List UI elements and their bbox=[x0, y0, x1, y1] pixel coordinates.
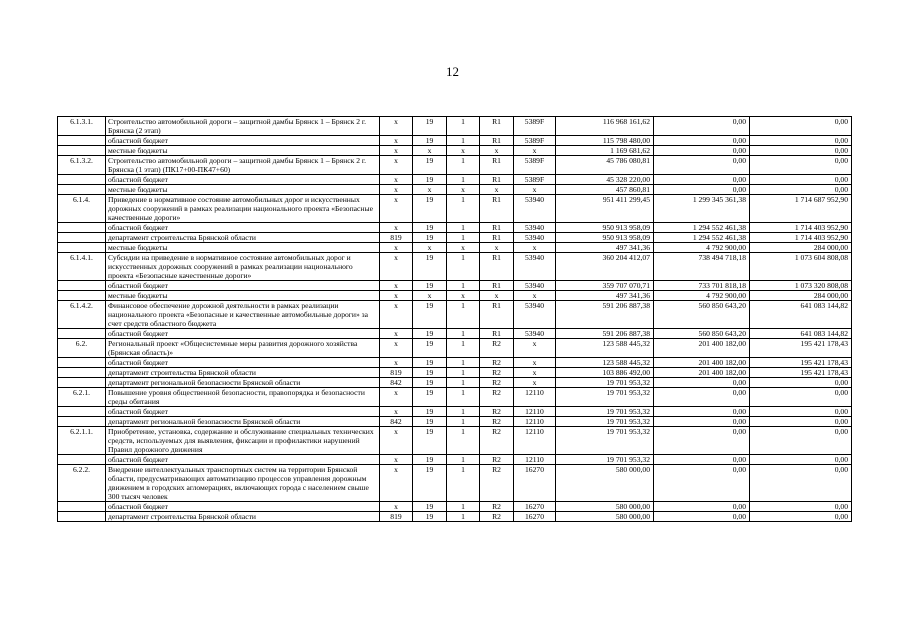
row-direction: x bbox=[514, 291, 556, 301]
row-code bbox=[58, 175, 106, 185]
row-grbs: x bbox=[380, 136, 413, 146]
row-value-year3: 0,00 bbox=[750, 407, 852, 417]
row-value-year2: 4 792 900,00 bbox=[654, 243, 750, 253]
row-subprogram: 1 bbox=[447, 417, 480, 427]
row-code bbox=[58, 233, 106, 243]
row-grbs: x bbox=[380, 388, 413, 407]
row-value-year3: 0,00 bbox=[750, 175, 852, 185]
row-program: x bbox=[413, 243, 447, 253]
row-value-year3: 195 421 178,43 bbox=[750, 339, 852, 358]
row-project: x bbox=[480, 243, 514, 253]
row-value-year2: 0,00 bbox=[654, 378, 750, 388]
row-direction: 16270 bbox=[514, 502, 556, 512]
row-project: R1 bbox=[480, 223, 514, 233]
row-name: областной бюджет bbox=[106, 329, 380, 339]
row-grbs: x bbox=[380, 146, 413, 156]
row-value-year2: 0,00 bbox=[654, 465, 750, 502]
row-project: R1 bbox=[480, 253, 514, 281]
row-direction: 12110 bbox=[514, 427, 556, 455]
row-name: областной бюджет bbox=[106, 175, 380, 185]
row-value-year3: 0,00 bbox=[750, 185, 852, 195]
table-row bbox=[58, 281, 852, 291]
table-row bbox=[58, 368, 852, 378]
row-subprogram: 1 bbox=[447, 301, 480, 329]
row-direction: 53940 bbox=[514, 195, 556, 223]
row-direction: x bbox=[514, 358, 556, 368]
row-value-year2: 0,00 bbox=[654, 136, 750, 146]
row-name: департамент строительства Брянской области bbox=[106, 512, 380, 522]
row-value-year2: 0,00 bbox=[654, 512, 750, 522]
row-subprogram: 1 bbox=[447, 195, 480, 223]
row-subprogram: 1 bbox=[447, 512, 480, 522]
row-program: 19 bbox=[413, 455, 447, 465]
row-program: 19 bbox=[413, 223, 447, 233]
row-program: 19 bbox=[413, 378, 447, 388]
row-project: R1 bbox=[480, 117, 514, 136]
row-direction: 12110 bbox=[514, 407, 556, 417]
row-name: департамент строительства Брянской области bbox=[106, 368, 380, 378]
row-project: R2 bbox=[480, 339, 514, 358]
row-value-year2: 738 494 718,18 bbox=[654, 253, 750, 281]
row-program: 19 bbox=[413, 388, 447, 407]
row-code bbox=[58, 146, 106, 156]
table-row bbox=[58, 388, 852, 407]
row-project: R2 bbox=[480, 427, 514, 455]
row-program: 19 bbox=[413, 339, 447, 358]
row-direction: 53940 bbox=[514, 329, 556, 339]
table-row bbox=[58, 358, 852, 368]
row-value-year2: 201 400 182,00 bbox=[654, 368, 750, 378]
row-program: 19 bbox=[413, 407, 447, 417]
row-name: местные бюджеты bbox=[106, 185, 380, 195]
row-value-year3: 0,00 bbox=[750, 117, 852, 136]
row-direction: x bbox=[514, 146, 556, 156]
row-direction: 12110 bbox=[514, 388, 556, 407]
row-value-year2: 560 850 643,20 bbox=[654, 329, 750, 339]
row-code bbox=[58, 223, 106, 233]
row-code bbox=[58, 417, 106, 427]
row-subprogram: 1 bbox=[447, 388, 480, 407]
row-value-year3: 284 000,00 bbox=[750, 291, 852, 301]
row-name: Субсидии на приведение в нормативное состояние автомобильных дорог и искусственных дорожных сооружений в рамках реализации национального проекта «Безопасные качественные дороги» bbox=[106, 253, 380, 281]
row-code bbox=[58, 368, 106, 378]
table-row bbox=[58, 233, 852, 243]
row-code bbox=[58, 455, 106, 465]
row-subprogram: 1 bbox=[447, 407, 480, 417]
row-name: департамент региональной безопасности Брянской области bbox=[106, 378, 380, 388]
row-value-year3: 284 000,00 bbox=[750, 243, 852, 253]
row-program: 19 bbox=[413, 233, 447, 243]
row-program: 19 bbox=[413, 465, 447, 502]
row-value-year3: 195 421 178,43 bbox=[750, 358, 852, 368]
row-grbs: x bbox=[380, 339, 413, 358]
row-value-year2: 0,00 bbox=[654, 175, 750, 185]
row-subprogram: 1 bbox=[447, 378, 480, 388]
row-program: 19 bbox=[413, 368, 447, 378]
row-subprogram: 1 bbox=[447, 281, 480, 291]
row-subprogram: 1 bbox=[447, 329, 480, 339]
row-value-year2: 0,00 bbox=[654, 407, 750, 417]
row-code: 6.1.4. bbox=[58, 195, 106, 223]
row-project: R1 bbox=[480, 136, 514, 146]
row-direction: 5389F bbox=[514, 175, 556, 185]
row-name: департамент региональной безопасности Брянской области bbox=[106, 417, 380, 427]
row-value-year1: 19 701 953,32 bbox=[556, 388, 654, 407]
row-code bbox=[58, 512, 106, 522]
row-code: 6.2. bbox=[58, 339, 106, 358]
row-name: Финансовое обеспечение дорожной деятельности в рамках реализации национального проекта «Безопасные и качественные автомобильные дороги» за счет средств областного бюджета bbox=[106, 301, 380, 329]
row-program: 19 bbox=[413, 329, 447, 339]
row-code: 6.1.4.2. bbox=[58, 301, 106, 329]
row-value-year1: 359 707 070,71 bbox=[556, 281, 654, 291]
row-value-year3: 0,00 bbox=[750, 378, 852, 388]
row-value-year1: 591 206 887,38 bbox=[556, 329, 654, 339]
row-project: R2 bbox=[480, 455, 514, 465]
row-program: 19 bbox=[413, 358, 447, 368]
table-row bbox=[58, 291, 852, 301]
row-name: Приведение в нормативное состояние автомобильных дорог и искусственных дорожных сооружений в рамках реализации национального проекта «Безопасные качественные дороги» bbox=[106, 195, 380, 223]
row-direction: x bbox=[514, 378, 556, 388]
row-grbs: 842 bbox=[380, 417, 413, 427]
row-program: 19 bbox=[413, 512, 447, 522]
row-subprogram: 1 bbox=[447, 502, 480, 512]
row-name: департамент строительства Брянской области bbox=[106, 233, 380, 243]
row-direction: 16270 bbox=[514, 465, 556, 502]
row-subprogram: x bbox=[447, 243, 480, 253]
row-subprogram: 1 bbox=[447, 455, 480, 465]
row-value-year1: 360 204 412,07 bbox=[556, 253, 654, 281]
row-code bbox=[58, 378, 106, 388]
table-row bbox=[58, 465, 852, 502]
row-value-year1: 123 588 445,32 bbox=[556, 358, 654, 368]
row-project: R1 bbox=[480, 329, 514, 339]
row-grbs: x bbox=[380, 329, 413, 339]
row-grbs: x bbox=[380, 281, 413, 291]
row-value-year3: 1 073 604 808,08 bbox=[750, 253, 852, 281]
row-value-year1: 45 786 080,81 bbox=[556, 156, 654, 175]
row-subprogram: x bbox=[447, 291, 480, 301]
row-grbs: x bbox=[380, 455, 413, 465]
row-name: областной бюджет bbox=[106, 455, 380, 465]
row-value-year3: 1 714 403 952,90 bbox=[750, 223, 852, 233]
row-project: R2 bbox=[480, 417, 514, 427]
row-direction: 53940 bbox=[514, 301, 556, 329]
row-project: R1 bbox=[480, 175, 514, 185]
table-row bbox=[58, 253, 852, 281]
row-direction: 12110 bbox=[514, 455, 556, 465]
row-program: 19 bbox=[413, 417, 447, 427]
row-project: R2 bbox=[480, 358, 514, 368]
row-project: R2 bbox=[480, 407, 514, 417]
row-value-year1: 580 000,00 bbox=[556, 512, 654, 522]
row-value-year3: 0,00 bbox=[750, 156, 852, 175]
row-value-year2: 0,00 bbox=[654, 146, 750, 156]
row-value-year3: 0,00 bbox=[750, 455, 852, 465]
row-project: x bbox=[480, 291, 514, 301]
row-value-year1: 19 701 953,32 bbox=[556, 455, 654, 465]
row-project: x bbox=[480, 146, 514, 156]
row-name: местные бюджеты bbox=[106, 291, 380, 301]
row-direction: 12110 bbox=[514, 417, 556, 427]
row-project: R2 bbox=[480, 502, 514, 512]
row-grbs: 819 bbox=[380, 368, 413, 378]
row-code: 6.1.3.1. bbox=[58, 117, 106, 136]
row-grbs: x bbox=[380, 358, 413, 368]
table-row bbox=[58, 185, 852, 195]
row-subprogram: x bbox=[447, 185, 480, 195]
row-value-year3: 1 073 320 808,08 bbox=[750, 281, 852, 291]
row-code bbox=[58, 281, 106, 291]
row-grbs: 819 bbox=[380, 233, 413, 243]
row-program: x bbox=[413, 291, 447, 301]
table-row bbox=[58, 427, 852, 455]
row-value-year2: 1 299 345 361,38 bbox=[654, 195, 750, 223]
table-row bbox=[58, 301, 852, 329]
row-grbs: 842 bbox=[380, 378, 413, 388]
row-direction: 53940 bbox=[514, 233, 556, 243]
row-grbs: x bbox=[380, 301, 413, 329]
row-program: 19 bbox=[413, 156, 447, 175]
row-value-year2: 0,00 bbox=[654, 502, 750, 512]
row-value-year1: 950 913 958,09 bbox=[556, 233, 654, 243]
row-subprogram: 1 bbox=[447, 427, 480, 455]
row-value-year1: 19 701 953,32 bbox=[556, 378, 654, 388]
row-grbs: x bbox=[380, 243, 413, 253]
row-grbs: x bbox=[380, 175, 413, 185]
row-value-year2: 0,00 bbox=[654, 156, 750, 175]
row-name: областной бюджет bbox=[106, 502, 380, 512]
row-program: 19 bbox=[413, 427, 447, 455]
row-subprogram: x bbox=[447, 146, 480, 156]
row-code bbox=[58, 243, 106, 253]
table-row bbox=[58, 407, 852, 417]
row-direction: x bbox=[514, 185, 556, 195]
row-value-year1: 103 886 492,00 bbox=[556, 368, 654, 378]
row-value-year1: 19 701 953,32 bbox=[556, 407, 654, 417]
row-name: местные бюджеты bbox=[106, 243, 380, 253]
row-value-year3: 0,00 bbox=[750, 388, 852, 407]
table-row bbox=[58, 378, 852, 388]
row-code bbox=[58, 329, 106, 339]
row-grbs: x bbox=[380, 427, 413, 455]
row-name: Повышение уровня общественной безопасности, правопорядка и безопасности среды обитания bbox=[106, 388, 380, 407]
row-name: областной бюджет bbox=[106, 223, 380, 233]
row-subprogram: 1 bbox=[447, 368, 480, 378]
row-direction: 5389F bbox=[514, 136, 556, 146]
row-grbs: x bbox=[380, 223, 413, 233]
row-name: Строительство автомобильной дороги – защитной дамбы Брянск 1 – Брянск 2 г. Брянска (1 этап) (ПК17+00-ПК47+60) bbox=[106, 156, 380, 175]
row-value-year1: 497 341,36 bbox=[556, 243, 654, 253]
table-row bbox=[58, 417, 852, 427]
row-project: R1 bbox=[480, 156, 514, 175]
row-code bbox=[58, 185, 106, 195]
row-project: R1 bbox=[480, 301, 514, 329]
row-value-year1: 19 701 953,32 bbox=[556, 417, 654, 427]
row-value-year2: 0,00 bbox=[654, 427, 750, 455]
row-code: 6.1.4.1. bbox=[58, 253, 106, 281]
row-code bbox=[58, 358, 106, 368]
row-value-year2: 733 701 818,18 bbox=[654, 281, 750, 291]
row-subprogram: 1 bbox=[447, 136, 480, 146]
row-value-year1: 950 913 958,09 bbox=[556, 223, 654, 233]
row-value-year3: 195 421 178,43 bbox=[750, 368, 852, 378]
row-value-year2: 0,00 bbox=[654, 417, 750, 427]
row-name: областной бюджет bbox=[106, 358, 380, 368]
row-value-year3: 0,00 bbox=[750, 512, 852, 522]
row-value-year1: 116 968 161,62 bbox=[556, 117, 654, 136]
row-value-year3: 1 714 403 952,90 bbox=[750, 233, 852, 243]
table-row bbox=[58, 117, 852, 136]
row-direction: 53940 bbox=[514, 281, 556, 291]
row-value-year1: 457 860,81 bbox=[556, 185, 654, 195]
row-grbs: x bbox=[380, 407, 413, 417]
row-value-year3: 0,00 bbox=[750, 427, 852, 455]
row-value-year3: 0,00 bbox=[750, 465, 852, 502]
row-project: R2 bbox=[480, 512, 514, 522]
row-subprogram: 1 bbox=[447, 339, 480, 358]
row-value-year2: 201 400 182,00 bbox=[654, 339, 750, 358]
row-name: областной бюджет bbox=[106, 407, 380, 417]
row-program: 19 bbox=[413, 502, 447, 512]
row-code: 6.1.3.2. bbox=[58, 156, 106, 175]
budget-table bbox=[57, 116, 852, 522]
table-row bbox=[58, 329, 852, 339]
row-code bbox=[58, 291, 106, 301]
row-direction: x bbox=[514, 368, 556, 378]
row-project: R1 bbox=[480, 195, 514, 223]
table-row bbox=[58, 339, 852, 358]
row-value-year2: 560 850 643,20 bbox=[654, 301, 750, 329]
row-name: областной бюджет bbox=[106, 136, 380, 146]
row-grbs: x bbox=[380, 156, 413, 175]
row-project: R2 bbox=[480, 378, 514, 388]
row-program: 19 bbox=[413, 195, 447, 223]
row-subprogram: 1 bbox=[447, 465, 480, 502]
row-value-year3: 0,00 bbox=[750, 417, 852, 427]
row-project: R2 bbox=[480, 388, 514, 407]
table-row bbox=[58, 195, 852, 223]
row-value-year1: 19 701 953,32 bbox=[556, 427, 654, 455]
table-row bbox=[58, 243, 852, 253]
row-direction: 16270 bbox=[514, 512, 556, 522]
table-row bbox=[58, 502, 852, 512]
row-subprogram: 1 bbox=[447, 253, 480, 281]
row-direction: 5389F bbox=[514, 117, 556, 136]
row-value-year2: 0,00 bbox=[654, 117, 750, 136]
row-value-year1: 115 798 480,00 bbox=[556, 136, 654, 146]
row-value-year1: 580 000,00 bbox=[556, 465, 654, 502]
row-program: 19 bbox=[413, 136, 447, 146]
row-program: 19 bbox=[413, 253, 447, 281]
row-subprogram: 1 bbox=[447, 117, 480, 136]
row-direction: x bbox=[514, 339, 556, 358]
row-direction: 53940 bbox=[514, 223, 556, 233]
row-value-year3: 0,00 bbox=[750, 136, 852, 146]
table-row bbox=[58, 156, 852, 175]
row-name: местные бюджеты bbox=[106, 146, 380, 156]
row-grbs: x bbox=[380, 185, 413, 195]
row-grbs: x bbox=[380, 465, 413, 502]
row-grbs: x bbox=[380, 291, 413, 301]
row-value-year1: 580 000,00 bbox=[556, 502, 654, 512]
row-code: 6.2.1.1. bbox=[58, 427, 106, 455]
row-value-year2: 0,00 bbox=[654, 388, 750, 407]
table-row bbox=[58, 146, 852, 156]
row-value-year2: 201 400 182,00 bbox=[654, 358, 750, 368]
row-value-year3: 1 714 687 952,90 bbox=[750, 195, 852, 223]
row-program: 19 bbox=[413, 117, 447, 136]
table-row bbox=[58, 455, 852, 465]
row-direction: 53940 bbox=[514, 253, 556, 281]
row-program: 19 bbox=[413, 301, 447, 329]
row-program: 19 bbox=[413, 175, 447, 185]
row-name: областной бюджет bbox=[106, 281, 380, 291]
row-value-year1: 591 206 887,38 bbox=[556, 301, 654, 329]
row-direction: 5389F bbox=[514, 156, 556, 175]
row-code bbox=[58, 136, 106, 146]
row-value-year3: 641 083 144,82 bbox=[750, 301, 852, 329]
row-value-year2: 1 294 552 461,38 bbox=[654, 223, 750, 233]
table-row bbox=[58, 136, 852, 146]
row-value-year3: 0,00 bbox=[750, 502, 852, 512]
row-project: x bbox=[480, 185, 514, 195]
row-subprogram: 1 bbox=[447, 358, 480, 368]
row-value-year1: 123 588 445,32 bbox=[556, 339, 654, 358]
row-code bbox=[58, 407, 106, 417]
row-value-year2: 0,00 bbox=[654, 455, 750, 465]
row-grbs: 819 bbox=[380, 512, 413, 522]
row-project: R2 bbox=[480, 368, 514, 378]
row-grbs: x bbox=[380, 502, 413, 512]
row-value-year2: 4 792 900,00 bbox=[654, 291, 750, 301]
row-name: Региональный проект «Общесистемные меры развития дорожного хозяйства (Брянская область)» bbox=[106, 339, 380, 358]
table-row bbox=[58, 512, 852, 522]
row-value-year3: 641 083 144,82 bbox=[750, 329, 852, 339]
row-name: Приобретение, установка, содержание и обслуживание специальных технических средств, используемых для выявления, фиксации и профилактики нарушений Правил дорожного движения bbox=[106, 427, 380, 455]
row-value-year1: 45 328 220,00 bbox=[556, 175, 654, 185]
row-project: R1 bbox=[480, 281, 514, 291]
row-subprogram: 1 bbox=[447, 156, 480, 175]
table-row bbox=[58, 223, 852, 233]
row-code: 6.2.1. bbox=[58, 388, 106, 407]
table-row bbox=[58, 175, 852, 185]
page-number: 12 bbox=[446, 64, 459, 79]
row-subprogram: 1 bbox=[447, 223, 480, 233]
row-code bbox=[58, 502, 106, 512]
row-program: x bbox=[413, 146, 447, 156]
row-subprogram: 1 bbox=[447, 233, 480, 243]
row-value-year1: 951 411 299,45 bbox=[556, 195, 654, 223]
row-program: 19 bbox=[413, 281, 447, 291]
row-direction: x bbox=[514, 243, 556, 253]
row-grbs: x bbox=[380, 195, 413, 223]
row-grbs: x bbox=[380, 117, 413, 136]
row-subprogram: 1 bbox=[447, 175, 480, 185]
row-value-year1: 1 169 681,62 bbox=[556, 146, 654, 156]
row-value-year2: 0,00 bbox=[654, 185, 750, 195]
row-project: R1 bbox=[480, 233, 514, 243]
row-code: 6.2.2. bbox=[58, 465, 106, 502]
row-value-year1: 497 341,36 bbox=[556, 291, 654, 301]
row-name: Внедрение интеллектуальных транспортных систем на территории Брянской области, предусматривающих автоматизацию процессов управления дорожным движением в городских агломерациях, включающих города с населением свыше 300 тысяч человек bbox=[106, 465, 380, 502]
row-grbs: x bbox=[380, 253, 413, 281]
row-value-year2: 1 294 552 461,38 bbox=[654, 233, 750, 243]
row-project: R2 bbox=[480, 465, 514, 502]
row-program: x bbox=[413, 185, 447, 195]
row-value-year3: 0,00 bbox=[750, 146, 852, 156]
row-name: Строительство автомобильной дороги – защитной дамбы Брянск 1 – Брянск 2 г. Брянска (2 этап) bbox=[106, 117, 380, 136]
